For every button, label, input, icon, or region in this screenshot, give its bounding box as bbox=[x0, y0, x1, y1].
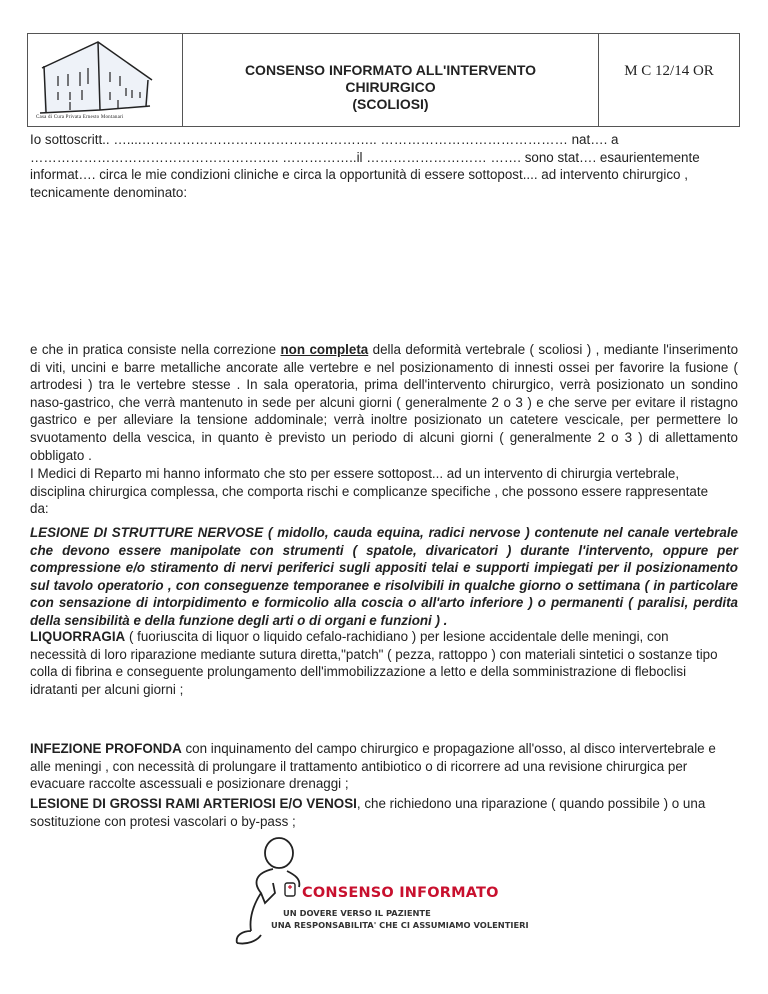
title-line: CHIRURGICO bbox=[345, 78, 436, 95]
procedure-description bbox=[30, 341, 738, 464]
title-line: (SCOLIOSI) bbox=[352, 95, 429, 112]
consent-logo bbox=[225, 835, 575, 950]
risk-text: ( fuoriuscita di liquor o liquido cefalo-rachidiano ) per lesione accidentale delle meningi, con necessità di loro riparazione mediante sutura diretta,"patch" ( pezza, rattoppo ) con materiali sintetici o sostanze tipo colla di fibrina e conseguente prolungamento dell'immobilizzazione a letto e della somministrazione di fleboclisi idratanti per alcuni giorni ; bbox=[30, 629, 718, 697]
consent-logo-tagline: UN DOVERE VERSO IL PAZIENTE bbox=[283, 908, 431, 918]
emphasis-text: non completa bbox=[280, 342, 369, 357]
building-logo-icon bbox=[30, 36, 180, 116]
risk-text: , che richiedono una riparazione ( quando possibile ) o una sostituzione con protesi vascolari o by-pass ; bbox=[30, 796, 706, 829]
text: della deformità vertebrale ( scoliosi ) , mediante l'inserimento di viti, uncini e barre metalliche ancorate alle vertebre e nel posizionamento di innesti ossei per favorire la fusione ( artrodesi ) tra le vertebre stesse . In sala operatoria, prima dell'intervento chirurgico, verrà posizionato un sondino naso-gastrico, che verrà mantenuto in sede per alcuni giorni ( generalmente 2 o 3 ) e che serve per evitare il ristagno gastrico e per alleviare la tensione addominale; verrà inoltre posizionato un catetere vescicale, per permettere lo svuotamento della vescica, in quanto è previsto un periodo di alcuni giorni ( generalmente 2 o 3 ) di allettamento obbligato . bbox=[30, 342, 739, 463]
risk-text: con inquinamento del campo chirurgico e propagazione all'osso, al disco intervertebrale e alle meningi , con necessità di prolungare il trattamento antibiotico o di ricorrere ad una revisione chirurgica per evacuare raccolte ascessuali e posizionare drenaggi ; bbox=[30, 741, 716, 792]
risk-title: LIQUORRAGIA bbox=[30, 629, 126, 644]
risk-item bbox=[30, 795, 720, 830]
title-line: CONSENSO INFORMATO ALL'INTERVENTO bbox=[244, 61, 537, 78]
risk-item bbox=[30, 740, 720, 793]
risk-nerve-lesion: LESIONE DI STRUTTURE NERVOSE ( midollo, cauda equina, radici nervose ) contenute nel canale vertebrale che devono essere manipolate con strumenti ( spatole, divaricatori ) durante l'intervento, oppure per compressione e/o stiramento di nervi periferici sugli appositi telai e supporti impiegati per il posizionamento sul tavolo operatorio , con conseguenze temporanee e risolvibili in qualche giorno o settimana ( in particolare con sensazione di intorpidimento e formicolio alla coscia o all'arto inferiore ) o permanenti ( paralisi, perdita della sensibilità e della funzione degli arti o di organi e funzioni ) . bbox=[30, 525, 738, 628]
intro-paragraph: Io sottoscritt.. …....…………………………………………….. …………………………………… nat…. a ……………………………………………….. ……………..il ……………………… ……. sono stat…. esaurientemente informat…. circa le mie condizioni cliniche e circa la opportunità di essere sottopost.... ad intervento chirurgico , tecnicamente denominato: bbox=[30, 132, 700, 200]
risk-item bbox=[30, 628, 720, 698]
risks-intro: I Medici di Reparto mi hanno informato che sto per essere sottopost... ad un intervento di chirurgia vertebrale, disciplina chirurgica complessa, che comporta rischi e complicanze specifiche , che possono essere rappresentate da: bbox=[30, 466, 709, 517]
document-code: M C 12/14 OR bbox=[624, 62, 714, 79]
clinic-logo bbox=[28, 34, 183, 126]
doctor-figure-icon bbox=[225, 835, 305, 950]
document-title bbox=[183, 34, 599, 126]
consent-logo-tagline: UNA RESPONSABILITA' CHE CI ASSUMIAMO VOLENTIERI bbox=[271, 920, 529, 930]
logo-caption: Casa di Cura Privata Ernesto Montanari bbox=[36, 115, 124, 120]
consent-logo-title: CONSENSO INFORMATO bbox=[302, 885, 499, 901]
document-header bbox=[27, 33, 740, 127]
risk-title: LESIONE DI GROSSI RAMI ARTERIOSI E/O VENOSI bbox=[30, 796, 357, 811]
text: e che in pratica consiste nella correzione bbox=[30, 342, 281, 357]
risk-title: INFEZIONE PROFONDA bbox=[30, 741, 182, 756]
